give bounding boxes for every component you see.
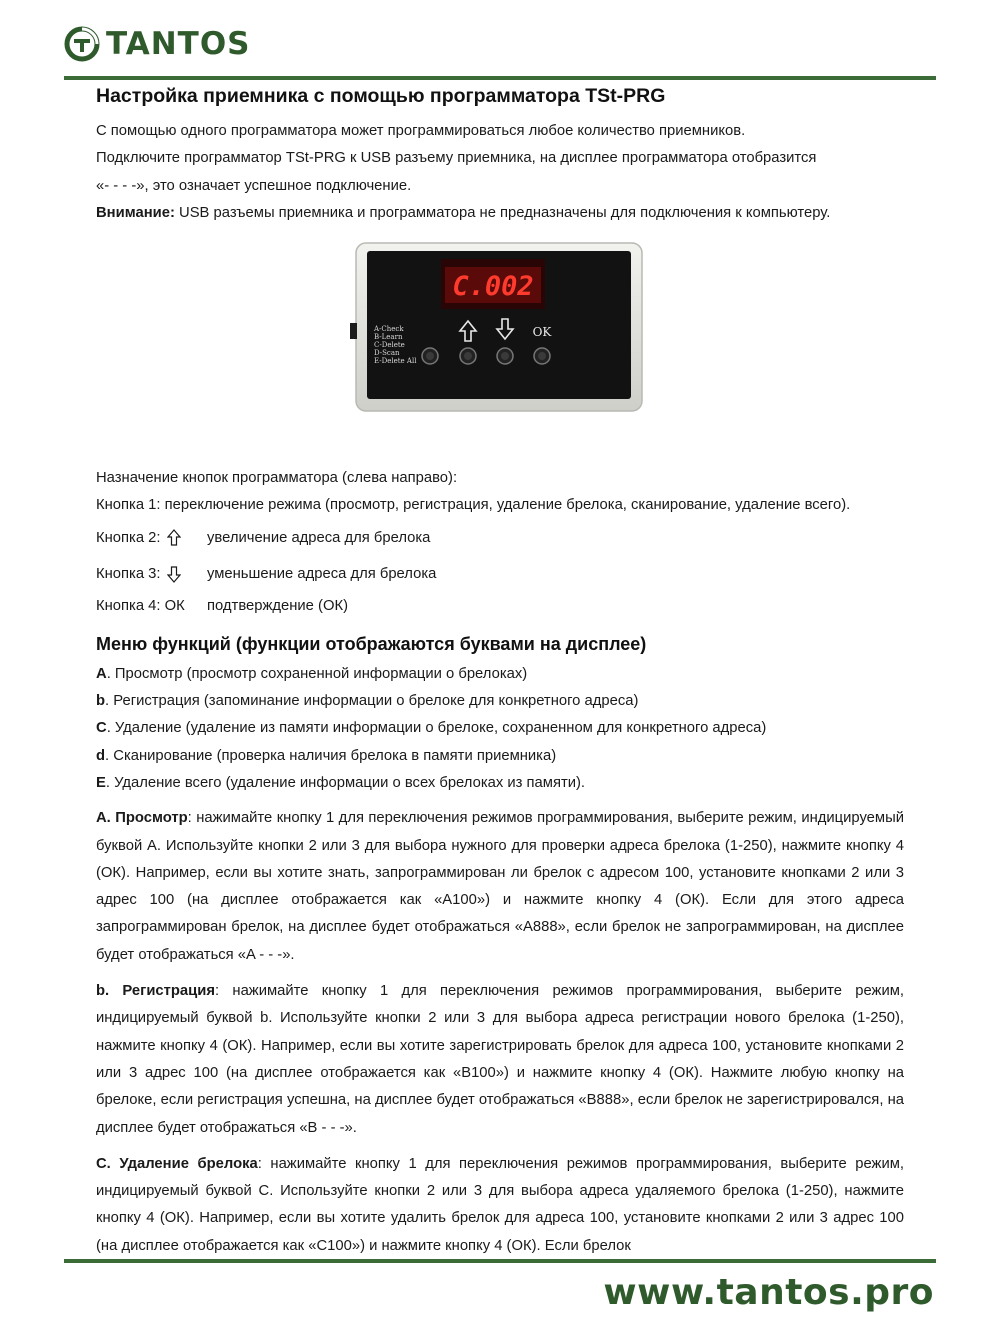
arrow-up-icon bbox=[167, 529, 181, 547]
programmer-photo bbox=[96, 227, 904, 465]
tantos-logo-icon bbox=[62, 24, 102, 64]
button-3-label: Кнопка 3: bbox=[96, 565, 161, 582]
programmer-device bbox=[350, 239, 650, 415]
intro-line-2: Подключите программатор TSt-PRG к USB разъему приемника, на дисплее программатора отобразится bbox=[96, 150, 817, 167]
mode-label-e: E-Delete All bbox=[374, 357, 417, 366]
section-register-heading: b. Регистрация bbox=[96, 983, 215, 1000]
device-display: C.002 bbox=[452, 271, 534, 303]
section-view-heading: A. Просмотр bbox=[96, 810, 188, 827]
section-register-text: : нажимайте кнопку 1 для переключения режимов программирования, выберите режим, индицируемый буквой b. Используйте кнопки 2 или 3 для выбора адреса регистрации нового брелока (1-250), нажмите кнопку 4 (ОК). Например, если вы хотите зарегистрировать брелок для адреса 100, установите кнопками 2 или 3 адрес 100 (на дисплее отображается как «B100») и нажмите кнопку 4 (ОК). Нажмите любую кнопку на брелоке, если регистрация успешна, на дисплее будет отображаться «B888», если брелок не зарегистрировался, на дисплее будет отображаться «B - - -». bbox=[96, 983, 904, 1136]
buttons-intro: Назначение кнопок программатора (слева направо): bbox=[96, 470, 458, 487]
menu-item-d: d. Сканирование (проверка наличия брелока в памяти приемника) bbox=[96, 747, 557, 764]
menu-item-c: C. Удаление (удаление из памяти информации о брелоке, сохраненном для конкретного адреса) bbox=[96, 720, 767, 737]
intro-line-1: С помощью одного программатора может программироваться любое количество приемников. bbox=[96, 123, 746, 139]
button-4-desc: подтверждение (ОК) bbox=[207, 597, 349, 614]
mode-label-a: A-Check bbox=[374, 325, 404, 334]
section-delete bbox=[96, 1151, 904, 1260]
document-body bbox=[96, 85, 904, 1260]
header-divider bbox=[64, 76, 936, 80]
button-3-row bbox=[96, 556, 904, 592]
mode-label-b: B-Learn bbox=[374, 333, 403, 342]
button-2-desc: увеличение адреса для брелока bbox=[207, 529, 431, 546]
section-register bbox=[96, 978, 904, 1142]
button-2-label: Кнопка 2: bbox=[96, 529, 161, 546]
intro-line-3: «- - - -», это означает успешное подключение. bbox=[96, 177, 412, 194]
device-button-2[interactable] bbox=[460, 348, 476, 364]
section-delete-text: : нажимайте кнопку 1 для переключения режимов программирования, выберите режим, индицируемый буквой С. Используйте кнопки 2 или 3 для выбора адреса удаляемого брелока (1-250), нажмите кнопку 4 (ОК). Например, если вы хотите удалить брелок для адреса 100, установите кнопками 2 или 3 адрес 100 (на дисплее отображается как «C100») и нажмите кнопку 4 (ОК). Если брелок bbox=[96, 1155, 904, 1254]
page-title: Настройка приемника с помощью программатора TSt-PRG bbox=[96, 85, 666, 107]
website-link[interactable]: www.tantos.pro bbox=[603, 1272, 934, 1313]
menu-title: Меню функций (функции отображаются буквами на дисплее) bbox=[96, 633, 647, 654]
arrow-down-icon bbox=[167, 565, 181, 583]
section-delete-heading: C. Удаление брелока bbox=[96, 1155, 258, 1172]
footer-divider bbox=[64, 1259, 936, 1263]
device-button-4[interactable] bbox=[534, 348, 550, 364]
warning-label: Внимание: bbox=[96, 204, 175, 221]
menu-item-b: b. Регистрация (запоминание информации о брелоке для конкретного адреса) bbox=[96, 693, 639, 710]
menu-item-e: E. Удаление всего (удаление информации о всех брелоках из памяти). bbox=[96, 774, 586, 791]
mode-label-c: C-Delete bbox=[374, 341, 405, 350]
button-2-row bbox=[96, 520, 904, 556]
brand-logo bbox=[62, 24, 251, 64]
section-view bbox=[96, 805, 904, 969]
menu-item-a: A. Просмотр (просмотр сохраненной информации о брелоках) bbox=[96, 665, 528, 682]
usb-port bbox=[350, 323, 357, 339]
device-button-3[interactable] bbox=[497, 348, 513, 364]
warning-text: USB разъемы приемника и программатора не предназначены для подключения к компьютеру. bbox=[174, 204, 831, 221]
device-ok-label: OK bbox=[532, 325, 552, 340]
button-1-description: Кнопка 1: переключение режима (просмотр, регистрация, удаление брелока, сканирование, удаление всего). bbox=[96, 497, 851, 514]
button-4-row bbox=[96, 592, 904, 620]
device-button-1[interactable] bbox=[422, 348, 438, 364]
warning-line bbox=[96, 200, 904, 227]
mode-label-d: D-Scan bbox=[374, 349, 400, 358]
button-4-label: Кнопка 4: ОК bbox=[96, 597, 185, 614]
section-view-text: : нажимайте кнопку 1 для переключения режимов программирования, выберите режим, индицируемый буквой А. Используйте кнопки 2 или 3 для выбора нужного для проверки адреса брелока (1-250), нажмите кнопку 4 (ОК). Например, если вы хотите знать, запрограммирован ли брелок с адресом 100, установите кнопками 2 или 3 адрес 100 (на дисплее отображается как «A100») и нажмите кнопку 4 (ОК). Если для этого адреса запрограммирован брелок, на дисплее будет отображаться «A888», если брелок не запрограммирован, на дисплее будет отображаться «A - - -». bbox=[96, 810, 904, 963]
button-3-desc: уменьшение адреса для брелока bbox=[207, 565, 437, 582]
brand-name: TANTOS bbox=[106, 26, 251, 62]
